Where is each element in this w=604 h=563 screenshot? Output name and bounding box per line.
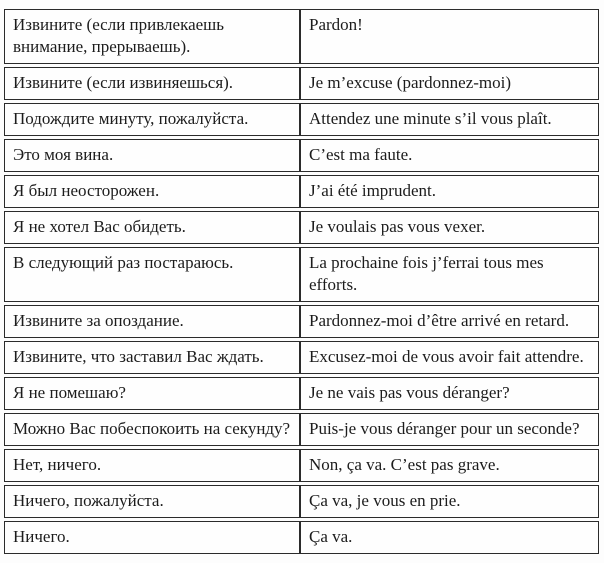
russian-phrase-cell: Это моя вина. <box>4 139 300 172</box>
phrase-row <box>4 139 599 172</box>
french-phrase-cell: Je voulais pas vous vexer. <box>300 211 599 244</box>
russian-phrase-cell: Ничего, пожалуйста. <box>4 485 300 518</box>
french-phrase-cell: J’ai été imprudent. <box>300 175 599 208</box>
phrase-table <box>4 6 599 557</box>
phrase-row <box>4 305 599 338</box>
french-phrase-cell: Pardon! <box>300 9 599 64</box>
russian-phrase-cell: Я не помешаю? <box>4 377 300 410</box>
french-phrase-cell: Puis-je vous déranger pour un seconde? <box>300 413 599 446</box>
french-phrase-cell: Excusez-moi de vous avoir fait attendre. <box>300 341 599 374</box>
phrase-row <box>4 341 599 374</box>
french-phrase-cell: C’est ma faute. <box>300 139 599 172</box>
french-phrase-cell: Non, ça va. C’est pas grave. <box>300 449 599 482</box>
phrase-row <box>4 67 599 100</box>
phrase-row <box>4 211 599 244</box>
french-phrase-cell: Je m’excuse (pardonnez-moi) <box>300 67 599 100</box>
french-phrase-cell: Pardonnez-moi d’être arrivé en retard. <box>300 305 599 338</box>
russian-phrase-cell: Нет, ничего. <box>4 449 300 482</box>
russian-phrase-cell: Извините (если извиняешься). <box>4 67 300 100</box>
french-phrase-cell: Ça va. <box>300 521 599 554</box>
russian-phrase-cell: Извините, что заставил Вас ждать. <box>4 341 300 374</box>
russian-phrase-cell: Извините (если привлекаешь внимание, прерываешь). <box>4 9 300 64</box>
phrase-row <box>4 9 599 64</box>
russian-phrase-cell: Подождите минуту, пожалуйста. <box>4 103 300 136</box>
phrase-row <box>4 521 599 554</box>
russian-phrase-cell: Извините за опоздание. <box>4 305 300 338</box>
french-phrase-cell: Ça va, je vous en prie. <box>300 485 599 518</box>
russian-phrase-cell: Я был неосторожен. <box>4 175 300 208</box>
phrase-row <box>4 485 599 518</box>
russian-phrase-cell: Можно Вас побеспокоить на секунду? <box>4 413 300 446</box>
phrase-row <box>4 413 599 446</box>
russian-phrase-cell: Ничего. <box>4 521 300 554</box>
phrase-row <box>4 377 599 410</box>
phrase-row <box>4 103 599 136</box>
phrase-table-body <box>4 9 599 554</box>
french-phrase-cell: Attendez une minute s’il vous plaît. <box>300 103 599 136</box>
russian-phrase-cell: Я не хотел Вас обидеть. <box>4 211 300 244</box>
phrase-row <box>4 449 599 482</box>
phrase-row <box>4 247 599 302</box>
russian-phrase-cell: В следующий раз постараюсь. <box>4 247 300 302</box>
french-phrase-cell: La prochaine fois j’ferrai tous mes efforts. <box>300 247 599 302</box>
phrase-row <box>4 175 599 208</box>
french-phrase-cell: Je ne vais pas vous déranger? <box>300 377 599 410</box>
